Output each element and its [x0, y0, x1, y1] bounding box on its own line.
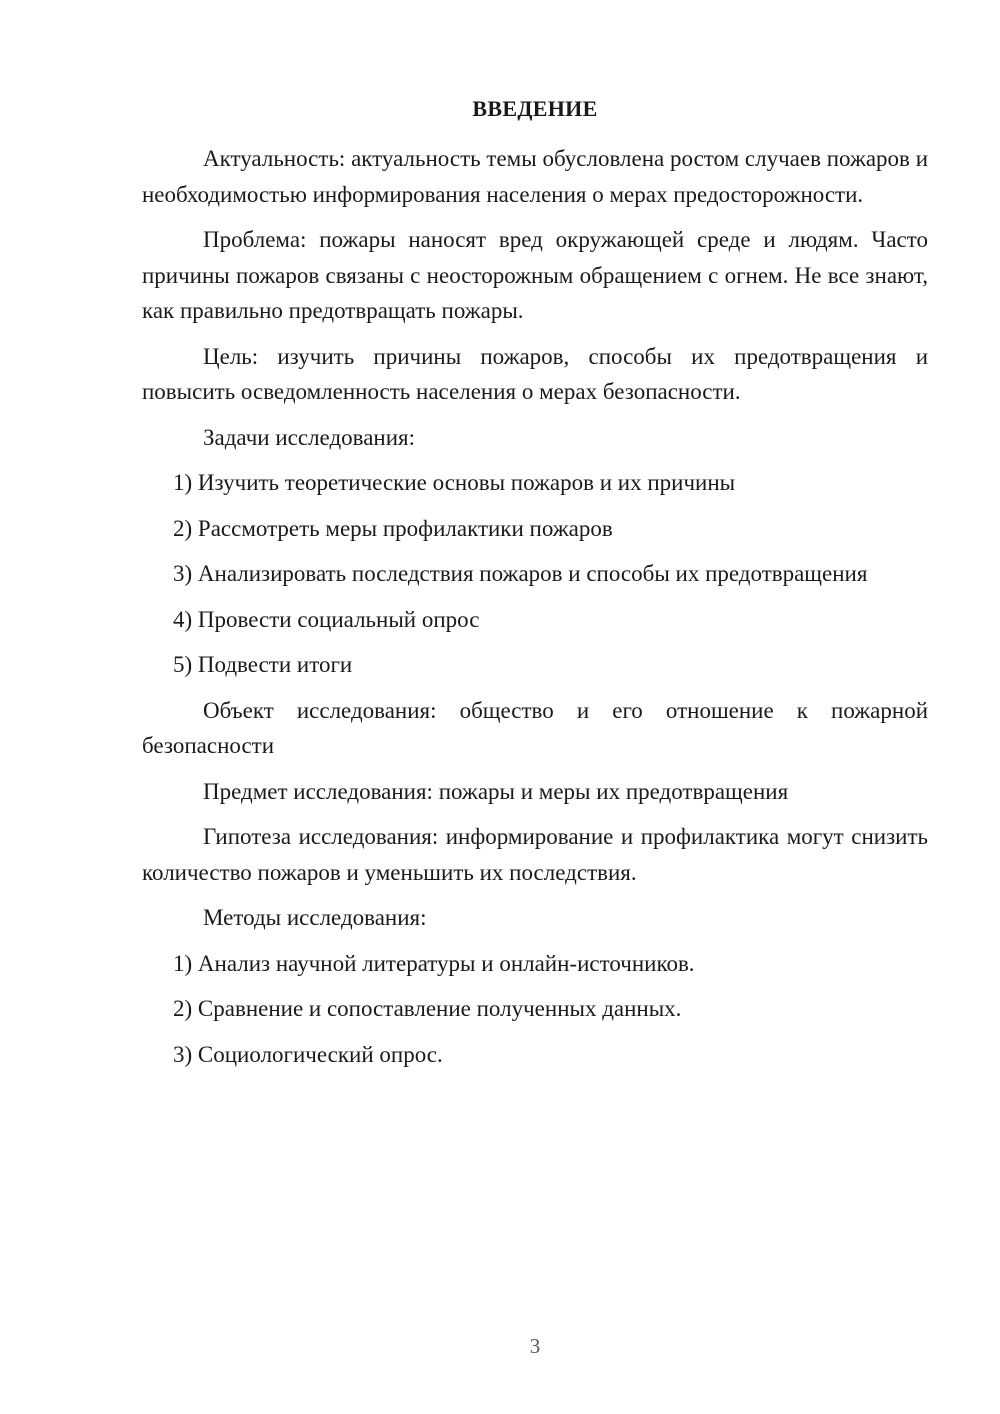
method-item: 2) Сравнение и сопоставление полученных данных. [173, 996, 682, 1021]
tasks-title: Задачи исследования: [203, 424, 416, 450]
method-item: 3) Социологический опрос. [173, 1041, 443, 1067]
object-paragraph: Объект исследования: общество и его отношение к пожарной безопасности [142, 697, 928, 758]
task-item: 3) Анализировать последствия пожаров и способы их предотвращения [173, 561, 868, 586]
method-item: 1) Анализ научной литературы и онлайн-источников. [173, 950, 695, 976]
methods-list [142, 946, 928, 1073]
document-body [142, 141, 928, 1082]
actuality-paragraph: Актуальность: актуальность темы обусловлена ростом случаев пожаров и необходимостью информирования населения о мерах предосторожности. [142, 146, 928, 207]
task-item: 5) Подвести итоги [173, 652, 353, 677]
goal-paragraph: Цель: изучить причины пожаров, способы их предотвращения и повысить осведомленность населения о мерах безопасности. [142, 343, 928, 404]
task-item: 4) Провести социальный опрос [173, 606, 480, 632]
task-item: 1) Изучить теоретические основы пожаров и их причины [173, 470, 736, 495]
tasks-list [142, 465, 928, 683]
methods-title: Методы исследования: [203, 905, 427, 930]
page-number: 3 [529, 1334, 541, 1358]
hypothesis-paragraph: Гипотеза исследования: информирование и профилактика могут снизить количество пожаров и уменьшить их последствия. [142, 824, 928, 885]
subject-paragraph: Предмет исследования: пожары и меры их предотвращения [203, 778, 789, 804]
task-item: 2) Рассмотреть меры профилактики пожаров [173, 515, 613, 541]
page-title: ВВЕДЕНИЕ [472, 96, 598, 121]
problem-paragraph: Проблема: пожары наносят вред окружающей среде и людям. Часто причины пожаров связаны с неосторожным обращением с огнем. Не все знают, как правильно предотвращать пожары. [142, 227, 928, 323]
